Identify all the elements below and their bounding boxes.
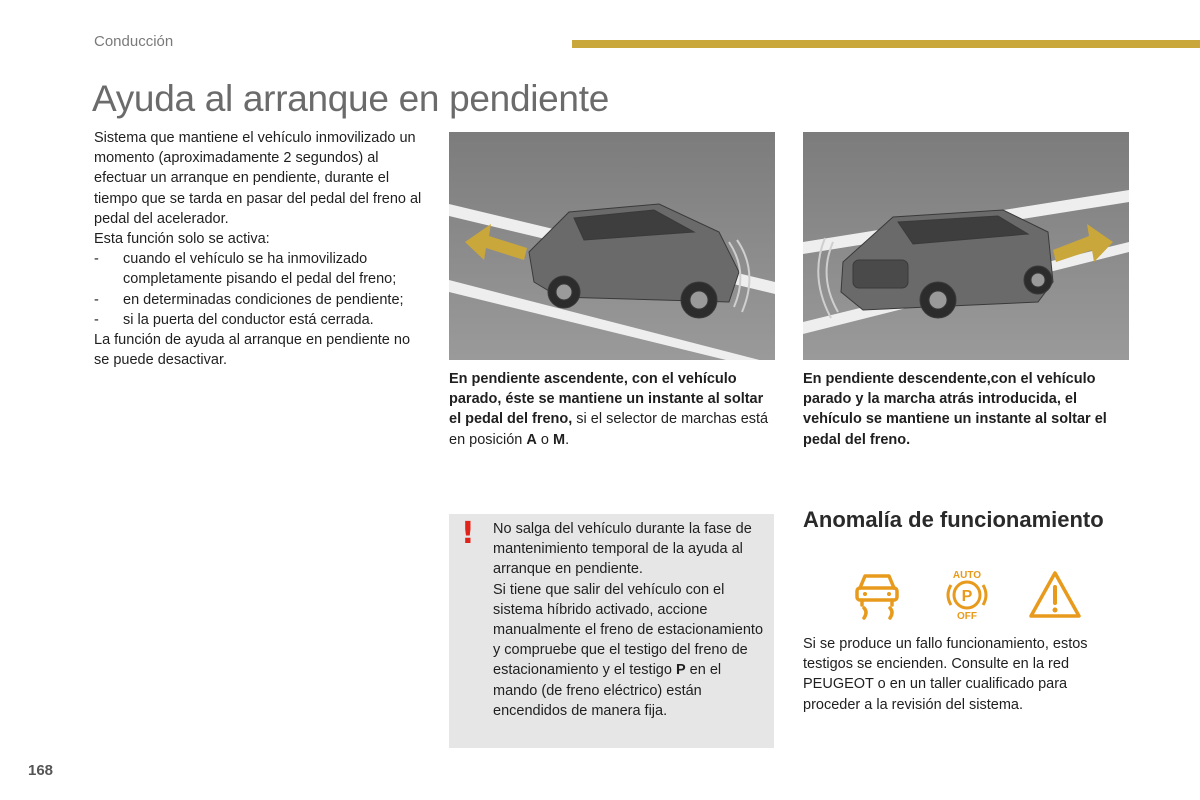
downhill-illustration <box>803 132 1129 360</box>
list-item: - si la puerta del conductor está cerrada. <box>94 310 424 330</box>
intro-paragraph: Sistema que mantiene el vehículo inmovilizado un momento (aproximadamente 2 segundos) al efectuar un arranque en pendiente, durante el tiempo que se tarda en pasar del pedal del freno al pedal del acelerador. <box>94 130 422 227</box>
bullet-dash: - <box>94 311 99 328</box>
warning-box <box>449 514 774 748</box>
auto-label: AUTO <box>952 570 982 581</box>
page-number: 168 <box>28 762 54 779</box>
exclamation-icon: ! <box>461 516 475 551</box>
fault-text: Si se produce un fallo funcionamiento, estos testigos se encienden. Consulte en la red PEUGEOT o en un taller cualificado para proceder a la revisión del sistema. <box>803 636 1088 713</box>
intro-note: La función de ayuda al arranque en pendiente no se puede desactivar. <box>94 332 411 369</box>
uphill-illustration <box>449 132 775 360</box>
auto-park-off-icon <box>940 568 994 620</box>
fault-heading: Anomalía de funcionamiento <box>803 507 1104 532</box>
bullet-dash: - <box>94 291 99 308</box>
skid-warning-icon <box>850 568 904 620</box>
downhill-caption: En pendiente descendente,con el vehículo parado y la marcha atrás introducida, el vehículo se mantiene un instante al soltar el pedal del freno. <box>803 371 1107 448</box>
intro-text <box>94 128 424 370</box>
uphill-caption: En pendiente ascendente, con el vehículo parado, éste se mantiene un instante al soltar el pedal del freno, si el selector de marchas está en posición A o M. <box>449 371 769 448</box>
page-title: Ayuda al arranque en pendiente <box>92 78 609 119</box>
section-label: Conducción <box>94 33 174 50</box>
header-rule <box>572 40 1200 48</box>
warning-text: No salga del vehículo durante la fase de mantenimiento temporal de la ayuda al arranque en pendiente. Si tiene que salir del vehículo con el sistema híbrido activado, accione manualmente el freno de estacionamiento y compruebe que el testigo del freno de estacionamiento y el testigo P en el mando (de freno eléctrico) están encendidos de manera fija. <box>493 521 764 719</box>
intro-condition-lead: Esta función solo se activa: <box>94 231 270 248</box>
list-item: - en determinadas condiciones de pendiente; <box>94 290 424 310</box>
off-label: OFF <box>957 611 977 620</box>
bullet-dash: - <box>94 251 99 268</box>
list-item: - cuando el vehículo se ha inmovilizado completamente pisando el pedal del freno; <box>94 251 397 288</box>
warning-triangle-icon <box>1028 568 1082 620</box>
park-letter: P <box>961 588 973 605</box>
condition-list <box>94 249 424 330</box>
